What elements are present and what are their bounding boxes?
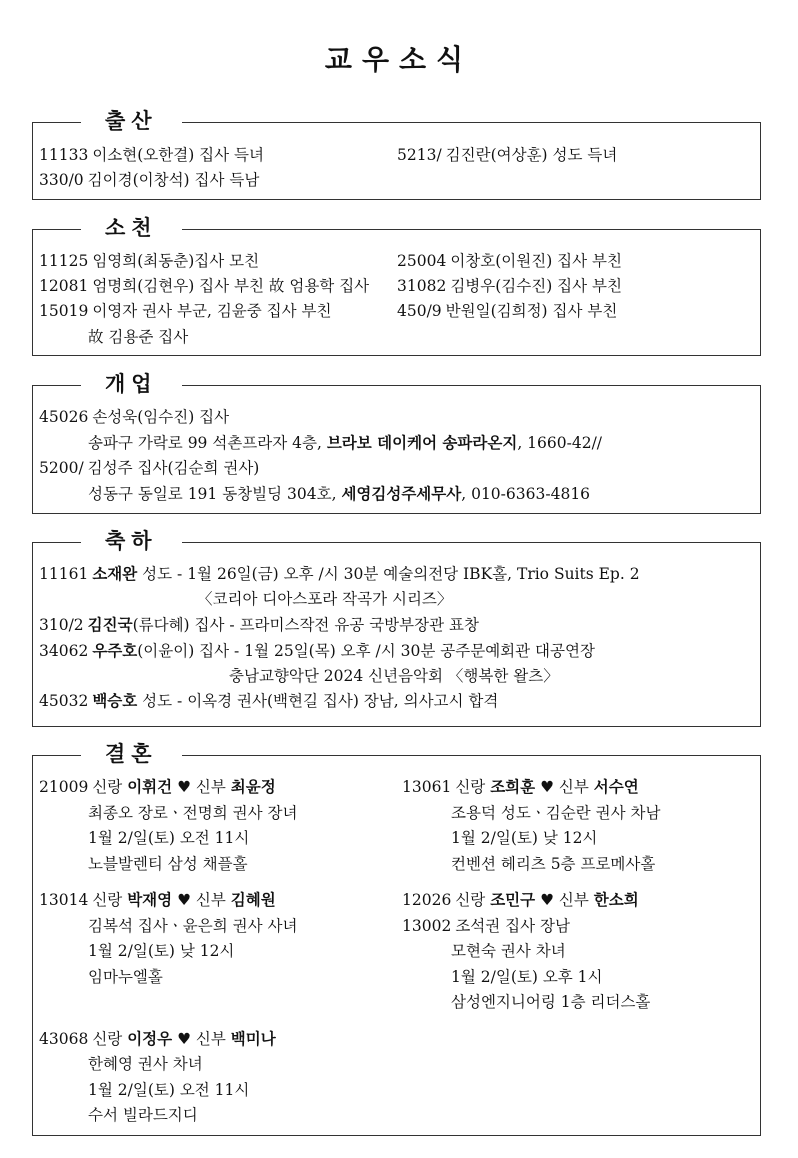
member-code: 43068 — [39, 1030, 89, 1048]
list-item — [39, 615, 479, 635]
member-code: 25004 — [397, 252, 447, 270]
item-text: 이창호(이원진) 집사 부친 — [450, 252, 622, 270]
item-text: 이영자 권사 부군, 김윤중 집사 부친 — [92, 302, 332, 320]
member-code: 450/9 — [397, 302, 442, 320]
item-text: 김병우(김수진) 집사 부친 — [450, 277, 622, 295]
couple-detail: 임마누엘홀 — [88, 968, 163, 986]
groom-name: 이정우 — [127, 1029, 173, 1048]
list-item — [39, 691, 498, 711]
item-text: 김성주 집사(김순희 권사) — [87, 459, 260, 477]
member-code: 12026 — [402, 891, 452, 909]
heart-icon: ♥ — [540, 778, 554, 796]
groom-name: 박재영 — [127, 890, 173, 909]
list-item — [39, 458, 259, 478]
list-item — [39, 641, 595, 661]
couple-header — [402, 890, 639, 910]
list-item — [39, 407, 229, 427]
item-subtext: 〈코리아 디아스포라 작곡가 시리즈〉 — [197, 590, 453, 608]
item-text: 성도 - 이옥경 권사(백현길 집사) 장남, 의사고시 합격 — [137, 692, 499, 710]
item-text: 엄명희(김현우) 집사 부친 故 엄용학 집사 — [92, 277, 370, 295]
section-title: 출산 — [81, 106, 182, 136]
member-code: 13061 — [402, 778, 452, 796]
item-text: 김이경(이창석) 집사 득남 — [87, 171, 260, 189]
item-text: 조석권 집사 장남 — [455, 917, 570, 935]
item-text: 손성욱(임수진) 집사 — [92, 408, 230, 426]
list-item — [39, 301, 332, 321]
list-item — [397, 301, 617, 321]
groom-name: 조민구 — [490, 890, 536, 909]
phone-text: , 1660-42// — [517, 434, 603, 452]
section-title: 결혼 — [81, 739, 182, 769]
couple-detail: 1월 2/일(토) 낮 12시 — [451, 829, 598, 847]
couple-header — [39, 777, 276, 797]
bride-name: 서수연 — [593, 777, 639, 796]
couple-detail: 노블발렌티 삼성 채플홀 — [88, 855, 248, 873]
groom-label: 신랑 — [92, 1030, 123, 1048]
member-code: 330/0 — [39, 171, 84, 189]
heart-icon: ♥ — [177, 778, 191, 796]
address-text: 송파구 가락로 99 석촌프라자 4층, — [88, 434, 327, 452]
list-item — [397, 276, 622, 296]
section-congrats — [32, 528, 761, 727]
page-title: 교우소식 — [324, 43, 474, 76]
member-code: 12081 — [39, 277, 89, 295]
section-wedding — [32, 741, 761, 1136]
bride-name: 백미나 — [230, 1029, 276, 1048]
business-address — [88, 433, 602, 453]
item-text: 성도 - 1월 26일(금) 오후 /시 30분 예술의전당 IBK홀, Trio Suits Ep. 2 — [137, 565, 640, 583]
item-text: 김진란(여상훈) 성도 득녀 — [445, 146, 618, 164]
member-code: 5200/ — [39, 459, 84, 477]
bride-label: 신부 — [558, 891, 589, 909]
business-address — [88, 484, 590, 504]
person-name: 소재완 — [92, 564, 138, 583]
heart-icon: ♥ — [540, 891, 554, 909]
couple-detail: 최종오 장로ㆍ전명희 권사 장녀 — [88, 804, 298, 822]
bride-label: 신부 — [558, 778, 589, 796]
list-item — [39, 564, 640, 584]
bride-name: 김혜원 — [230, 890, 276, 909]
member-code: 21009 — [39, 778, 89, 796]
groom-label: 신랑 — [455, 778, 486, 796]
item-text: 반원일(김희정) 집사 부친 — [445, 302, 618, 320]
business-name: 세영김성주세무사 — [341, 484, 462, 503]
bride-label: 신부 — [195, 778, 226, 796]
heart-icon: ♥ — [177, 891, 191, 909]
section-opening — [32, 371, 761, 514]
item-text: (이윤이) 집사 - 1월 25일(목) 오후 /시 30분 공주문예회관 대공연장 — [137, 642, 595, 660]
couple-detail: 1월 2/일(토) 오전 11시 — [88, 829, 250, 847]
bride-name: 최윤정 — [230, 777, 276, 796]
couple-detail: 조용덕 성도ㆍ김순란 권사 차남 — [451, 804, 661, 822]
couple-detail: 1월 2/일(토) 오전 11시 — [88, 1081, 250, 1099]
groom-name: 조희훈 — [490, 777, 536, 796]
member-code: 13002 — [402, 917, 452, 935]
person-name: 백승호 — [92, 691, 138, 710]
member-code: 45026 — [39, 408, 89, 426]
member-code: 31082 — [397, 277, 447, 295]
member-code: 310/2 — [39, 616, 84, 634]
phone-text: , 010-6363-4816 — [461, 485, 591, 503]
couple-detail: 한혜영 권사 차녀 — [88, 1055, 203, 1073]
couple-header — [39, 890, 276, 910]
address-text: 성동구 동일로 191 동창빌딩 304호, — [88, 485, 342, 503]
list-item — [39, 145, 264, 165]
member-code: 34062 — [39, 642, 89, 660]
couple-detail: 모현숙 권사 차녀 — [451, 942, 566, 960]
member-code: 45032 — [39, 692, 89, 710]
bride-label: 신부 — [195, 1030, 226, 1048]
item-text: 故 김용준 집사 — [88, 328, 189, 346]
couple-header — [39, 1029, 276, 1049]
item-text: (류다혜) 집사 - 프라미스작전 유공 국방부장관 표창 — [132, 616, 479, 634]
list-item — [39, 276, 369, 296]
groom-label: 신랑 — [455, 891, 486, 909]
bride-name: 한소희 — [593, 890, 639, 909]
member-code: 13014 — [39, 891, 89, 909]
couple-detail: 김복석 집사ㆍ윤은희 권사 사녀 — [88, 917, 298, 935]
heart-icon: ♥ — [177, 1030, 191, 1048]
list-item — [39, 251, 259, 271]
list-item — [39, 170, 259, 190]
member-code: 15019 — [39, 302, 89, 320]
groom-name: 이휘건 — [127, 777, 173, 796]
item-subtext: 충남교향악단 2024 신년음악회 〈행복한 왈츠〉 — [229, 667, 559, 685]
couple-header — [402, 777, 639, 797]
groom-label: 신랑 — [92, 778, 123, 796]
section-birth — [32, 108, 761, 200]
groom-label: 신랑 — [92, 891, 123, 909]
bride-label: 신부 — [195, 891, 226, 909]
couple-detail: 삼성엔지니어링 1층 리더스홀 — [451, 993, 651, 1011]
member-code: 11133 — [39, 146, 89, 164]
person-name: 우주호 — [92, 641, 138, 660]
member-code: 5213/ — [397, 146, 442, 164]
member-code: 11125 — [39, 252, 89, 270]
couple-detail: 1월 2/일(토) 오후 1시 — [451, 968, 603, 986]
item-text: 임영희(최동춘)집사 모친 — [92, 252, 260, 270]
section-title: 소천 — [81, 213, 182, 243]
business-name: 브라보 데이케어 송파라온지 — [326, 433, 518, 452]
section-title: 개업 — [81, 369, 182, 399]
list-item — [397, 251, 622, 271]
section-title: 축하 — [81, 526, 182, 556]
section-death — [32, 215, 761, 356]
couple-extra — [402, 916, 570, 936]
item-text: 이소현(오한결) 집사 득녀 — [92, 146, 264, 164]
couple-detail: 컨벤션 헤리츠 5층 프로메사홀 — [451, 855, 656, 873]
list-item — [88, 327, 188, 347]
list-item — [397, 145, 617, 165]
person-name: 김진국 — [87, 615, 133, 634]
couple-detail: 1월 2/일(토) 낮 12시 — [88, 942, 235, 960]
member-code: 11161 — [39, 565, 89, 583]
couple-detail: 수서 빌라드지디 — [88, 1106, 198, 1124]
